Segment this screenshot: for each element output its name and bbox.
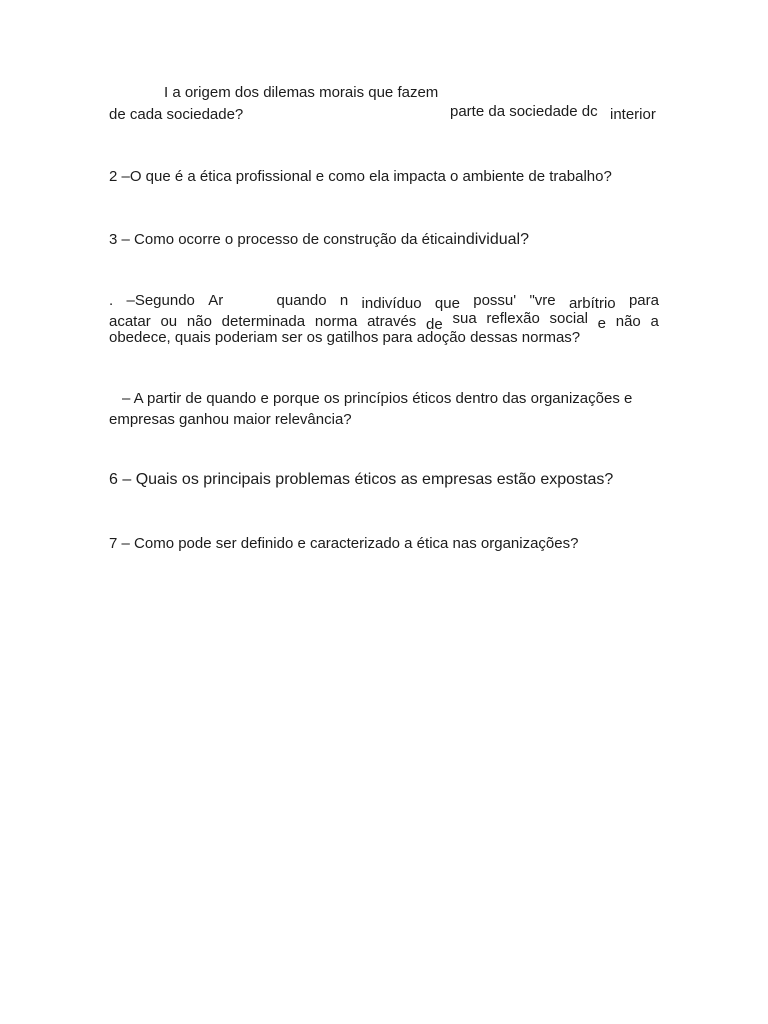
q4-word: "vre [529,292,556,309]
q4-line-1 [109,292,659,310]
q3-text-b: individual? [453,231,529,248]
q1-line-2-left: de cada sociedade? [109,106,244,123]
q4-word: arbítrio [568,295,616,312]
q4-word: quando [276,292,327,309]
q4-word: n [339,292,349,309]
question-6: 6 – Quais os principais problemas éticos as empresas estão expostas? [109,471,614,488]
q4-word: Ar [208,292,224,309]
q4-word: que [434,295,460,312]
q1-line-2-right-end: interior [610,106,656,123]
q1-line-2-right: parte da sociedade dc [450,103,598,120]
q4-word: determinada [221,313,306,330]
q5-line-2: empresas ganhou maior relevância? [109,411,352,428]
q4-word: não [186,313,212,330]
question-7: 7 – Como pode ser definido e caracterizado a ética nas organizações? [109,535,579,552]
q4-word: . [109,292,114,309]
q4-line-3: obedece, quais poderiam ser os gatilhos para adoção dessas normas? [109,329,581,346]
q4-word: possu' [473,292,517,309]
q4-word: não [615,313,641,330]
q4-word: sua [452,310,477,327]
question-3 [109,231,659,249]
q4-word: através [367,313,417,330]
q4-word: –Segundo [126,292,195,309]
q4-word: a [650,313,659,330]
question-2: 2 –O que é a ética profissional e como ela impacta o ambiente de trabalho? [109,168,612,185]
q4-word: de [426,316,443,333]
q1-line-1: I a origem dos dilemas morais que fazem [164,84,439,101]
q5-line-1: – A partir de quando e porque os princípios éticos dentro das organizações e [122,390,633,407]
q4-word: ou [160,313,178,330]
q4-word: reflexão [486,310,540,327]
q4-word: para [628,292,659,309]
q3-text-a: 3 – Como ocorre o processo de construção da ética [109,231,454,248]
q4-word: e [597,315,606,332]
q4-word: indivíduo [361,295,422,312]
q4-word: social [549,310,588,327]
q4-word: norma [314,313,358,330]
q4-word: acatar [109,313,151,330]
